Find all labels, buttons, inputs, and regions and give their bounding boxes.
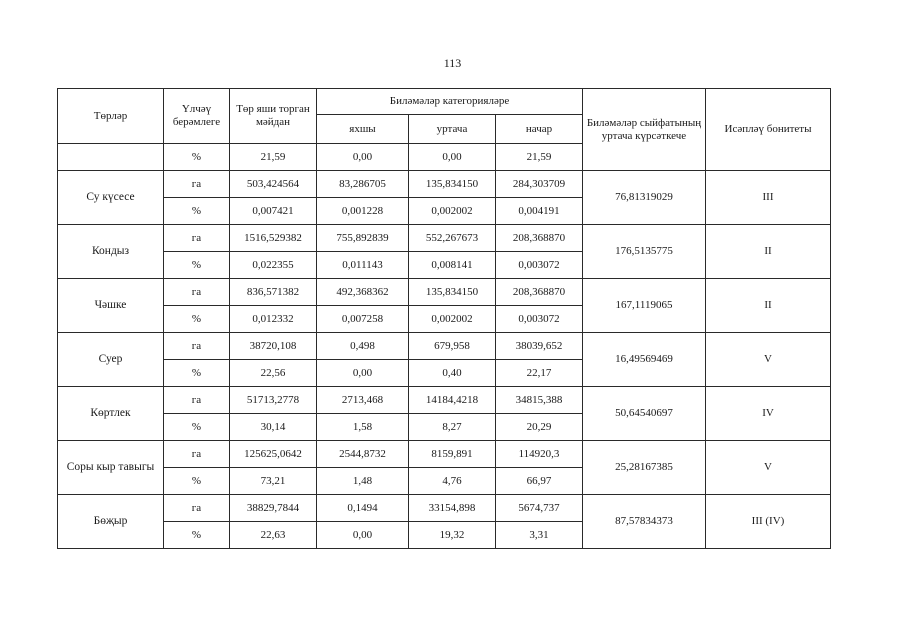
cell-unit: % [164, 360, 230, 387]
cell-area: 0,012332 [230, 306, 317, 333]
cell-good: 755,892839 [317, 225, 409, 252]
cell-unit: % [164, 522, 230, 549]
species-name: Көртлек [58, 387, 164, 441]
cell-area: 1516,529382 [230, 225, 317, 252]
cell-poor: 208,368870 [496, 279, 583, 306]
table-row [58, 495, 831, 522]
cell-medium: 0,008141 [409, 252, 496, 279]
cell-poor: 0,003072 [496, 306, 583, 333]
species-name: Соры кыр тавыгы [58, 441, 164, 495]
cell-unit: га [164, 171, 230, 198]
cell-poor: 22,17 [496, 360, 583, 387]
cell-unit: % [164, 468, 230, 495]
cell-medium: 4,76 [409, 468, 496, 495]
cell-area: 836,571382 [230, 279, 317, 306]
header-percent-empty [58, 144, 164, 171]
cell-medium: 552,267673 [409, 225, 496, 252]
cell-area: 503,424564 [230, 171, 317, 198]
page-number: 113 [443, 56, 462, 70]
header-bonitet: Исәпләү бонитеты [706, 89, 831, 171]
cell-unit: га [164, 441, 230, 468]
cell-medium: 8,27 [409, 414, 496, 441]
cell-medium: 135,834150 [409, 279, 496, 306]
table-row [58, 171, 831, 198]
cell-area: 0,022355 [230, 252, 317, 279]
cell-good: 2713,468 [317, 387, 409, 414]
cell-medium: 14184,4218 [409, 387, 496, 414]
cell-area: 22,63 [230, 522, 317, 549]
cell-area: 51713,2778 [230, 387, 317, 414]
species-name: Чәшке [58, 279, 164, 333]
header-categories: Биләмәләр категорияләре [317, 89, 583, 115]
cell-bonitet: V [706, 441, 831, 495]
header-cat-medium: уртача [409, 115, 496, 144]
cell-poor: 208,368870 [496, 225, 583, 252]
cell-poor: 0,003072 [496, 252, 583, 279]
cell-medium: 135,834150 [409, 171, 496, 198]
cell-area: 0,007421 [230, 198, 317, 225]
cell-avg-quality: 76,81319029 [583, 171, 706, 225]
cell-good: 492,368362 [317, 279, 409, 306]
table-row [58, 333, 831, 360]
cell-medium: 0,00 [409, 144, 496, 171]
cell-poor: 38039,652 [496, 333, 583, 360]
header-unit: Үлчәү берәмлеге [164, 89, 230, 144]
cell-poor: 66,97 [496, 468, 583, 495]
cell-unit: % [164, 198, 230, 225]
table-row [58, 441, 831, 468]
header-avg-quality: Биләмәләр сыйфатының уртача күрсәткече [583, 89, 706, 171]
cell-avg-quality: 16,49569469 [583, 333, 706, 387]
header-area: Төр яши торган мәйдан [230, 89, 317, 144]
header-cat-poor: начар [496, 115, 583, 144]
cell-unit: % [164, 414, 230, 441]
cell-area: 22,56 [230, 360, 317, 387]
species-name: Кондыз [58, 225, 164, 279]
cell-poor: 20,29 [496, 414, 583, 441]
header-cat-good: яхшы [317, 115, 409, 144]
header-row [58, 89, 831, 115]
cell-avg-quality: 176,5135775 [583, 225, 706, 279]
species-name: Суер [58, 333, 164, 387]
cell-area: 30,14 [230, 414, 317, 441]
cell-good: 0,00 [317, 522, 409, 549]
cell-avg-quality: 87,57834373 [583, 495, 706, 549]
cell-unit: га [164, 387, 230, 414]
species-name: Су күсесе [58, 171, 164, 225]
species-name: Бөҗыр [58, 495, 164, 549]
cell-unit: % [164, 306, 230, 333]
cell-good: 0,007258 [317, 306, 409, 333]
cell-good: 83,286705 [317, 171, 409, 198]
cell-medium: 0,40 [409, 360, 496, 387]
cell-area: 73,21 [230, 468, 317, 495]
cell-good: 2544,8732 [317, 441, 409, 468]
cell-poor: 5674,737 [496, 495, 583, 522]
cell-poor: 3,31 [496, 522, 583, 549]
cell-good: 0,498 [317, 333, 409, 360]
cell-poor: 34815,388 [496, 387, 583, 414]
cell-medium: 0,002002 [409, 306, 496, 333]
table-row [58, 225, 831, 252]
cell-unit: % [164, 144, 230, 171]
cell-bonitet: II [706, 225, 831, 279]
cell-medium: 679,958 [409, 333, 496, 360]
cell-medium: 33154,898 [409, 495, 496, 522]
cell-unit: % [164, 252, 230, 279]
cell-area: 125625,0642 [230, 441, 317, 468]
cell-area: 38829,7844 [230, 495, 317, 522]
cell-good: 0,011143 [317, 252, 409, 279]
cell-good: 0,001228 [317, 198, 409, 225]
cell-medium: 0,002002 [409, 198, 496, 225]
cell-poor: 284,303709 [496, 171, 583, 198]
cell-good: 0,1494 [317, 495, 409, 522]
cell-good: 0,00 [317, 360, 409, 387]
cell-medium: 8159,891 [409, 441, 496, 468]
cell-unit: га [164, 279, 230, 306]
cell-bonitet: IV [706, 387, 831, 441]
cell-avg-quality: 167,1119065 [583, 279, 706, 333]
habitat-table [57, 88, 831, 549]
cell-good: 0,00 [317, 144, 409, 171]
cell-poor: 21,59 [496, 144, 583, 171]
cell-bonitet: III [706, 171, 831, 225]
cell-medium: 19,32 [409, 522, 496, 549]
cell-avg-quality: 50,64540697 [583, 387, 706, 441]
cell-unit: га [164, 333, 230, 360]
header-species: Төрләр [58, 89, 164, 144]
table-row [58, 387, 831, 414]
cell-area: 21,59 [230, 144, 317, 171]
cell-unit: га [164, 225, 230, 252]
table-row [58, 279, 831, 306]
cell-good: 1,48 [317, 468, 409, 495]
cell-bonitet: V [706, 333, 831, 387]
cell-unit: га [164, 495, 230, 522]
cell-poor: 114920,3 [496, 441, 583, 468]
cell-good: 1,58 [317, 414, 409, 441]
cell-bonitet: II [706, 279, 831, 333]
cell-bonitet: III (IV) [706, 495, 831, 549]
cell-poor: 0,004191 [496, 198, 583, 225]
cell-area: 38720,108 [230, 333, 317, 360]
table-body [58, 89, 831, 549]
cell-avg-quality: 25,28167385 [583, 441, 706, 495]
